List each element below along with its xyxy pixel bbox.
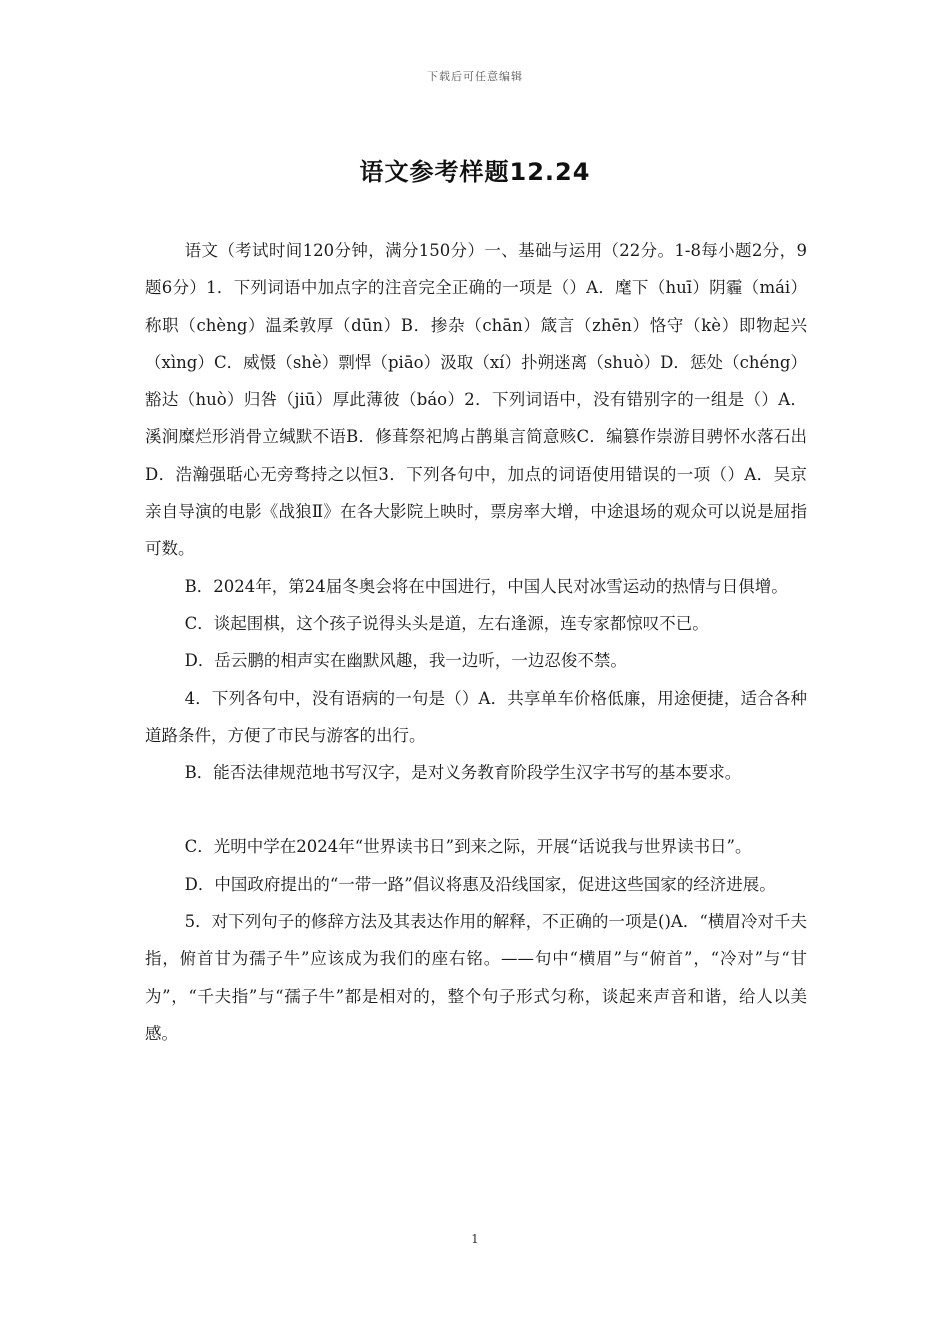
paragraph-q4: 4．下列各句中，没有语病的一句是（）A．共享单车价格低廉，用途便捷，适合各种道路条件，方便了市民与游客的出行。 [145, 688, 807, 745]
paragraph-q4-option-d: D．中国政府提出的“一带一路”倡议将惠及沿线国家，促进这些国家的经济进展。 [184, 874, 776, 894]
paragraph-q4-option-c: C．光明中学在2024年“世界读书日”到来之际，开展“话说我与世界读书日”。 [184, 837, 752, 857]
document-body [145, 232, 807, 1052]
paragraph-q3-option-b: B．2024年，第24届冬奥会将在中国进行，中国人民对冰雪运动的热情与日俱增。 [184, 576, 788, 596]
paragraph-q3-option-d: D．岳云鹏的相声实在幽默风趣，我一边听，一边忍俊不禁。 [184, 651, 627, 671]
paragraph-q4-option-b: B．能否法律规范地书写汉字，是对义务教育阶段学生汉字书写的基本要求。 [184, 763, 742, 783]
paragraph-q3-option-c: C．谈起围棋，这个孩子说得头头是道，左右逢源，连专家都惊叹不已。 [184, 613, 709, 633]
paragraph-gap [145, 791, 807, 828]
paragraph-q5: 5．对下列句子的修辞方法及其表达作用的解释，不正确的一项是()A．“横眉冷对千夫指，俯首甘为孺子牛”应该成为我们的座右铭。——句中“横眉”与“俯首”，“冷对”与“甘为”，“千夫指”与“孺子牛”都是相对的，整个句子形式匀称，谈起来声音和谐，给人以美感。 [145, 912, 807, 1043]
paragraph-intro: 语文（考试时间120分钟，满分150分）一、基础与运用（22分。1-8每小题2分，9题6分）1．下列词语中加点字的注音完全正确的一项是（）A．麾下（huī）阴霾（mái）称职（chèng）温柔敦厚（dūn）B．掺杂（chān）箴言（zhēn）恪守（kè）即物起兴（xìng）C．威慑（shè）剽悍（piāo）汲取（xí）扑朔迷离（shuò）D．惩处（chéng）豁达（huò）归咎（jiū）厚此薄彼（báo）2．下列词语中，没有错别字的一组是（）A．溪涧糜烂形消骨立缄默不语B．修葺祭祀鸠占鹊巢言简意赅C．编篡作崇游目骋怀水落石出D．浩瀚强聒心无旁骛持之以恒3．下列各句中，加点的词语使用错误的一项（）A．吴京亲自导演的电影《战狼Ⅱ》在各大影院上映时，票房率大增，中途退场的观众可以说是屈指可数。 [145, 241, 807, 559]
document-title: 语文参考样题12.24 [359, 158, 591, 186]
page-number: 1 [471, 1232, 479, 1246]
header-note: 下载后可任意编辑 [427, 70, 523, 83]
